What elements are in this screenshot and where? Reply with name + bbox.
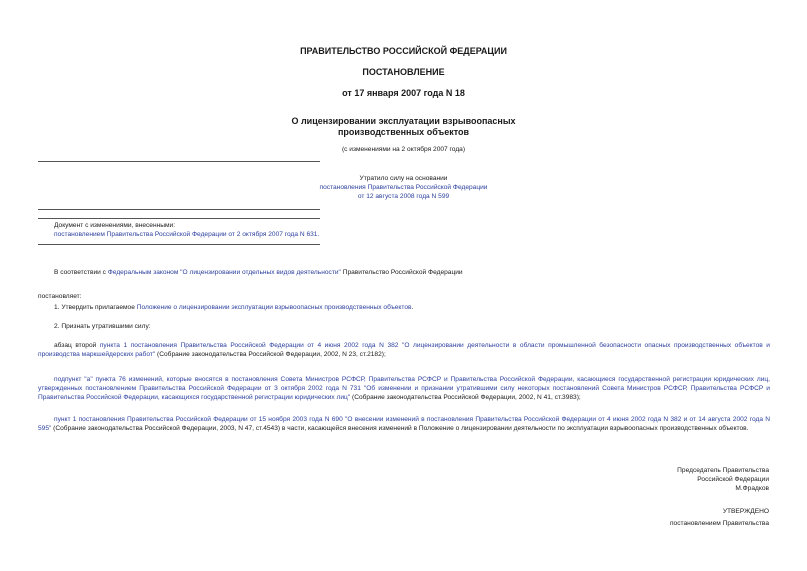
- paragraph-c-suffix: (Собрание законодательства Российской Федерации, 2003, N 47, ст.4543) в части, касающейся внесения изменений в Положение о лицензировании деятельности по эксплуатации взрывоопасных производственных объектов.: [51, 424, 749, 432]
- item-1-suffix: .: [411, 304, 414, 311]
- signature-country: Российской Федерации: [697, 475, 769, 483]
- intro-paragraph: [54, 269, 774, 278]
- regulation-link[interactable]: Положение о лицензировании эксплуатации взрывоопасных производственных объектов: [136, 304, 412, 311]
- resolves-text: постановляет:: [38, 293, 82, 300]
- signature-name: М.Фрадков: [735, 484, 769, 492]
- signature-block: [677, 467, 769, 493]
- amendments-link[interactable]: постановлением Правительства Российской Федерации от 2 октября 2007 года N 631.: [54, 231, 320, 238]
- item-1-prefix: 1. Утвердить прилагаемое: [54, 304, 137, 311]
- divider: [38, 244, 320, 245]
- divider: [38, 209, 320, 210]
- paragraph-b-suffix: (Собрание законодательства Российской Федерации, 2002, N 41, ст.3983);: [350, 393, 581, 401]
- expired-link-date[interactable]: от 12 августа 2008 года N 599: [357, 193, 450, 200]
- title-line-1: О лицензировании эксплуатации взрывоопасных: [291, 116, 516, 126]
- item-2: 2. Признать утратившими силу:: [54, 323, 151, 330]
- approved-label: УТВЕРЖДЕНО: [722, 508, 769, 515]
- item-1: [54, 304, 774, 313]
- date-number-heading: от 17 января 2007 года N 18: [342, 88, 465, 98]
- divider: [38, 161, 320, 162]
- org-heading: ПРАВИТЕЛЬСТВО РОССИЙСКОЙ ФЕДЕРАЦИИ: [300, 46, 507, 56]
- expired-link[interactable]: постановления Правительства Российской Федерации: [319, 184, 488, 191]
- expired-line-1: Утратило силу на основании: [359, 175, 448, 182]
- changes-note: (с изменениями на 2 октября 2007 года): [341, 146, 466, 153]
- paragraph-c: [38, 416, 770, 434]
- paragraph-a-suffix: (Собрание законодательства Российской Федерации, 2002, N 23, ст.2182);: [155, 350, 386, 358]
- paragraph-b: [38, 376, 770, 402]
- title-line-2: производственных объектов: [337, 127, 470, 137]
- intro-prefix: В соответствии с: [54, 269, 108, 276]
- paragraph-c-link[interactable]: пункт 1 постановления Правительства Российской Федерации от 15 ноября 2003 года N 690 "О внесении изменений в постановления Правительства Российской Федерации от 4 июня 2002 года N 382 и от 14 августа 2002 года N 595": [38, 416, 770, 432]
- approved-by: постановлением Правительства: [669, 519, 769, 527]
- paragraph-a-link[interactable]: пункта 1 постановления Правительства Российской Федерации от 4 июня 2002 года N 382 "О лицензировании деятельности в области промышленной безопасности опасных производственных объектов и производства маркшейдерских работ": [38, 342, 770, 358]
- paragraph-b-link[interactable]: подпункт "а" пункта 76 изменений, которые вносятся в постановления Совета Министров РСФСР, Правительства РСФСР и Правительства Российской Федерации, касающиеся государственной регистрации юридических лиц, утвержденных постановлением Правительства Российской Федерации от 3 октября 2002 года N 731 "Об изменении и признании утратившими силу некоторых постановлений Совета Министров РСФСР, Правительства РСФСР и Правительства Российской Федерации, касающихся государственной регистрации юридических лиц": [38, 376, 770, 401]
- federal-law-link[interactable]: Федеральным законом "О лицензировании отдельных видов деятельности": [107, 269, 341, 276]
- approved-block: [670, 508, 769, 529]
- signature-position: Председатель Правительства: [677, 467, 769, 474]
- amendments-label: Документ с изменениями, внесенными:: [54, 222, 176, 229]
- divider: [38, 218, 320, 219]
- paragraph-a: [38, 342, 770, 360]
- paragraph-a-prefix: абзац второй: [54, 342, 100, 349]
- intro-suffix: Правительство Российской Федерации: [340, 269, 463, 276]
- doc-type-heading: ПОСТАНОВЛЕНИЕ: [362, 67, 445, 77]
